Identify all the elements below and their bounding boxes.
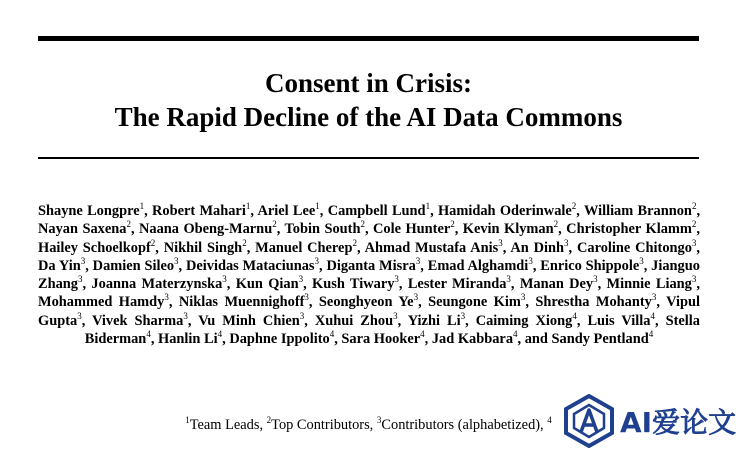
author (236, 276, 303, 292)
author (535, 294, 656, 310)
author (552, 331, 654, 347)
author-name: Kush Tiwary (312, 276, 395, 293)
author-name: Deividas Mataciunas (185, 257, 315, 274)
author-name: Kevin Klyman (462, 221, 554, 238)
author (93, 258, 179, 274)
author-name: Enrico Shippole (540, 257, 640, 274)
author-name: Robert Mahari (152, 203, 246, 219)
author-name: Nikhil Singh (163, 239, 243, 256)
author (314, 310, 398, 329)
author-name: Niklas Muennighoff (178, 294, 305, 311)
author-name: Hamidah Oderinwale (437, 203, 572, 219)
author (152, 203, 250, 219)
author (257, 203, 319, 219)
author-conjunction: and (524, 331, 548, 348)
author (326, 258, 420, 274)
affiliation-mark: 3 (164, 292, 169, 303)
watermark (562, 394, 742, 448)
author-name: Naana Obeng-Marnu (139, 221, 273, 238)
author-name: An Dinh (510, 239, 565, 256)
author-name: Sandy Pentland (551, 331, 649, 348)
affiliation-mark: 3 (528, 256, 533, 267)
affiliation-mark: 3 (415, 256, 421, 267)
author-name: Emad Alghamdi (427, 257, 529, 274)
author-name: Kun Qian (235, 276, 299, 293)
affiliation-mark: 4 (329, 329, 335, 340)
author-name: Jianguo Zhang (38, 257, 700, 293)
author-name: Vivek Sharma (92, 312, 184, 329)
affiliation-mark: 2 (360, 219, 365, 230)
author-name: Xuhui Zhou (314, 312, 394, 329)
note-mark: 2 (266, 415, 272, 426)
affiliation-mark: 3 (691, 274, 697, 285)
author-name: Seonghyeon Ye (318, 294, 414, 311)
affiliation-mark: 2 (571, 201, 577, 212)
author (428, 258, 533, 274)
author-name: Yizhi Li (407, 312, 461, 329)
author (577, 237, 697, 256)
affiliation-mark: 3 (222, 274, 227, 285)
affiliation-mark: 3 (393, 310, 398, 321)
author (328, 203, 430, 219)
affiliation-mark: 4 (650, 310, 655, 321)
affiliation-mark: 1 (315, 201, 320, 212)
note-mark: 3 (376, 415, 382, 426)
author (38, 221, 131, 237)
author-name: Jad Kabbara (431, 331, 514, 348)
author (510, 237, 569, 256)
title-line-2: The Rapid Decline of the AI Data Commons (114, 102, 623, 132)
affiliation-mark: 3 (691, 237, 697, 248)
note-mark: 1 (185, 415, 190, 426)
affiliation-mark: 3 (460, 310, 466, 321)
affiliation-mark: 2 (150, 237, 156, 248)
ai-logo-icon (562, 394, 616, 448)
author-name: Nayan Saxena (38, 221, 127, 238)
author (285, 221, 365, 237)
author-name: Lester Miranda (407, 276, 507, 293)
author (38, 203, 144, 219)
affiliation-mark: 2 (242, 237, 247, 248)
author (373, 221, 455, 237)
author-name: Manan Dey (519, 276, 594, 293)
author-name: Shayne Longpre (38, 203, 140, 219)
author (229, 331, 334, 347)
author-name: Seungone Kim (428, 294, 521, 311)
author (92, 310, 188, 329)
affiliation-mark: 3 (639, 256, 644, 267)
affiliation-mark: 3 (506, 274, 511, 285)
affiliation-mark: 3 (520, 292, 526, 303)
affiliation-mark: 2 (553, 219, 559, 230)
affiliation-mark: 4 (420, 329, 425, 340)
affiliation-mark: 3 (413, 292, 419, 303)
note-mark: 4 (547, 415, 552, 426)
affiliation-mark: 2 (126, 219, 131, 230)
affiliation-mark: 2 (691, 201, 697, 212)
note-text: Contributors (alphabetized), (381, 417, 544, 433)
author-name: Caroline Chitongo (577, 239, 692, 256)
author (364, 237, 503, 256)
author-name: Christopher Klamm (566, 221, 692, 238)
author-name: Tobin South (284, 221, 361, 238)
author-name: Caiming Xiong (475, 312, 573, 329)
affiliation-mark: 3 (394, 274, 399, 285)
paper-title (38, 66, 699, 134)
author (475, 310, 577, 329)
author (158, 331, 222, 347)
affiliation-mark: 4 (146, 329, 151, 340)
affiliation-mark: 2 (691, 219, 697, 230)
affiliation-mark: 1 (425, 201, 431, 212)
author-name: Vipul Gupta (38, 294, 700, 329)
author-name: Campbell Lund (327, 203, 426, 219)
watermark-text: AI爱论文 (620, 406, 737, 439)
note-text: Top Contributors, (271, 417, 374, 433)
title-rule (38, 157, 699, 159)
affiliation-mark: 1 (139, 201, 145, 212)
affiliation-mark: 4 (513, 329, 518, 340)
author-name: Manuel Cherep (255, 239, 353, 256)
author (607, 276, 697, 292)
author-name: Da Yin (38, 257, 81, 274)
affiliation-mark: 3 (651, 292, 657, 303)
affiliation-mark: 3 (593, 274, 598, 285)
author-name: Ahmad Mustafa Anis (364, 239, 499, 256)
affiliation-mark: 3 (174, 256, 179, 267)
author-name: Mohammed Hamdy (38, 294, 165, 311)
author (139, 221, 277, 237)
author-name: Damien Sileo (92, 257, 175, 274)
author (186, 258, 319, 274)
top-rule (38, 36, 699, 41)
author (438, 203, 576, 219)
author-name: Minnie Liang (606, 276, 692, 293)
author (38, 258, 85, 274)
author (407, 310, 466, 329)
author (312, 276, 399, 292)
author-name: William Brannon (583, 203, 692, 219)
author (408, 276, 511, 292)
author-name: Hailey Schoelkopf (38, 239, 151, 256)
affiliation-mark: 2 (450, 219, 455, 230)
affiliation-mark: 1 (245, 201, 251, 212)
affiliation-mark: 3 (80, 256, 86, 267)
affiliation-mark: 3 (78, 274, 83, 285)
affiliation-mark: 2 (272, 219, 277, 230)
affiliation-mark: 3 (564, 237, 569, 248)
affiliation-mark: 3 (183, 310, 188, 321)
author-name: Shrestha Mohanty (535, 294, 652, 311)
author (566, 221, 696, 237)
author-name: Ariel Lee (257, 203, 316, 219)
author (341, 331, 424, 347)
author (587, 310, 655, 329)
author (38, 237, 156, 256)
affiliation-mark: 3 (498, 237, 503, 248)
author (319, 294, 418, 310)
author (540, 258, 644, 274)
author-list: Shayne Longpre$^1$, Robert Mahari$^1$, Ariel Lee$^1$, Campbell Lund$^1$, Hamidah Oderinwale$^2$, William Brannon$^2$, Nayan Saxena$^2$, Naana Obeng-Marnu$^2$, Tobin South$^2$, Cole Hunter$^2$, Kevin Klyman$^2$, Christopher Klamm$^2$, Hailey Schoelkopf$^2$, Nikhil Singh$^2$, Manuel Cherep$^2$, Ahmad Mustafa Anis$^3$, An Dinh$^3$, Caroline Chitongo$^3$, Da Yin$^3$, Damien Sileo$^3$, Deividas Mataciunas$^3$, Diganta Misra$^3$, Emad Alghamdi$^3$, Enrico Shippole$^3$, Jianguo Zhang$^3$, Joanna Materzynska$^3$, Kun Qian$^3$, Kush Tiwary$^3$, Lester Miranda$^3$, Manan Dey$^3$, Minnie Liang$^3$, Mohammed Hamdy$^3$, Niklas Muennighoff$^3$, Seonghyeon Ye$^3$, Seungone Kim$^3$, Shrestha Mohanty$^3$, Vipul Gupta$^3$, Vivek Sharma$^3$, Vu Minh Chien$^3$, Xuhui Zhou$^3$, Yizhi Li$^3$, Caiming Xiong$^4$, Luis Villa$^4$, Stella Biderman$^4$, Hanlin Li$^4$, Daphne Ippolito$^4$, Sara Hooker$^4$, Jad Kabbara$^4$, and Sandy Pentland$^4$ (38, 201, 701, 348)
author (179, 294, 309, 310)
note-text: Team Leads, (189, 417, 264, 433)
author-name: Sara Hooker (341, 331, 421, 348)
author (584, 203, 697, 219)
title-line-1: Consent in Crisis: (264, 68, 473, 98)
author (520, 276, 598, 292)
affiliation-mark: 3 (299, 310, 305, 321)
author (432, 331, 518, 347)
author-name: Stella Biderman (84, 312, 700, 348)
affiliation-mark: 2 (352, 237, 357, 248)
author-name: Joanna Materzynska (91, 276, 223, 293)
author (91, 276, 226, 292)
author (163, 237, 247, 256)
author (38, 294, 169, 310)
author (463, 221, 558, 237)
author-name: Daphne Ippolito (229, 331, 330, 348)
author (198, 310, 305, 329)
affiliation-mark: 3 (298, 274, 304, 285)
author-name: Diganta Misra (326, 257, 416, 274)
affiliation-mark: 4 (572, 310, 577, 321)
author (255, 237, 357, 256)
author-name: Cole Hunter (373, 221, 451, 238)
affiliation-mark: 3 (77, 310, 82, 321)
affiliation-mark: 3 (304, 292, 309, 303)
affiliation-mark: 3 (314, 256, 320, 267)
author-name: Hanlin Li (158, 331, 218, 348)
author-name: Luis Villa (587, 312, 651, 329)
affiliation-mark: 4 (648, 329, 654, 340)
author-name: Vu Minh Chien (198, 312, 300, 329)
affiliation-mark: 4 (217, 329, 223, 340)
author (428, 294, 525, 310)
